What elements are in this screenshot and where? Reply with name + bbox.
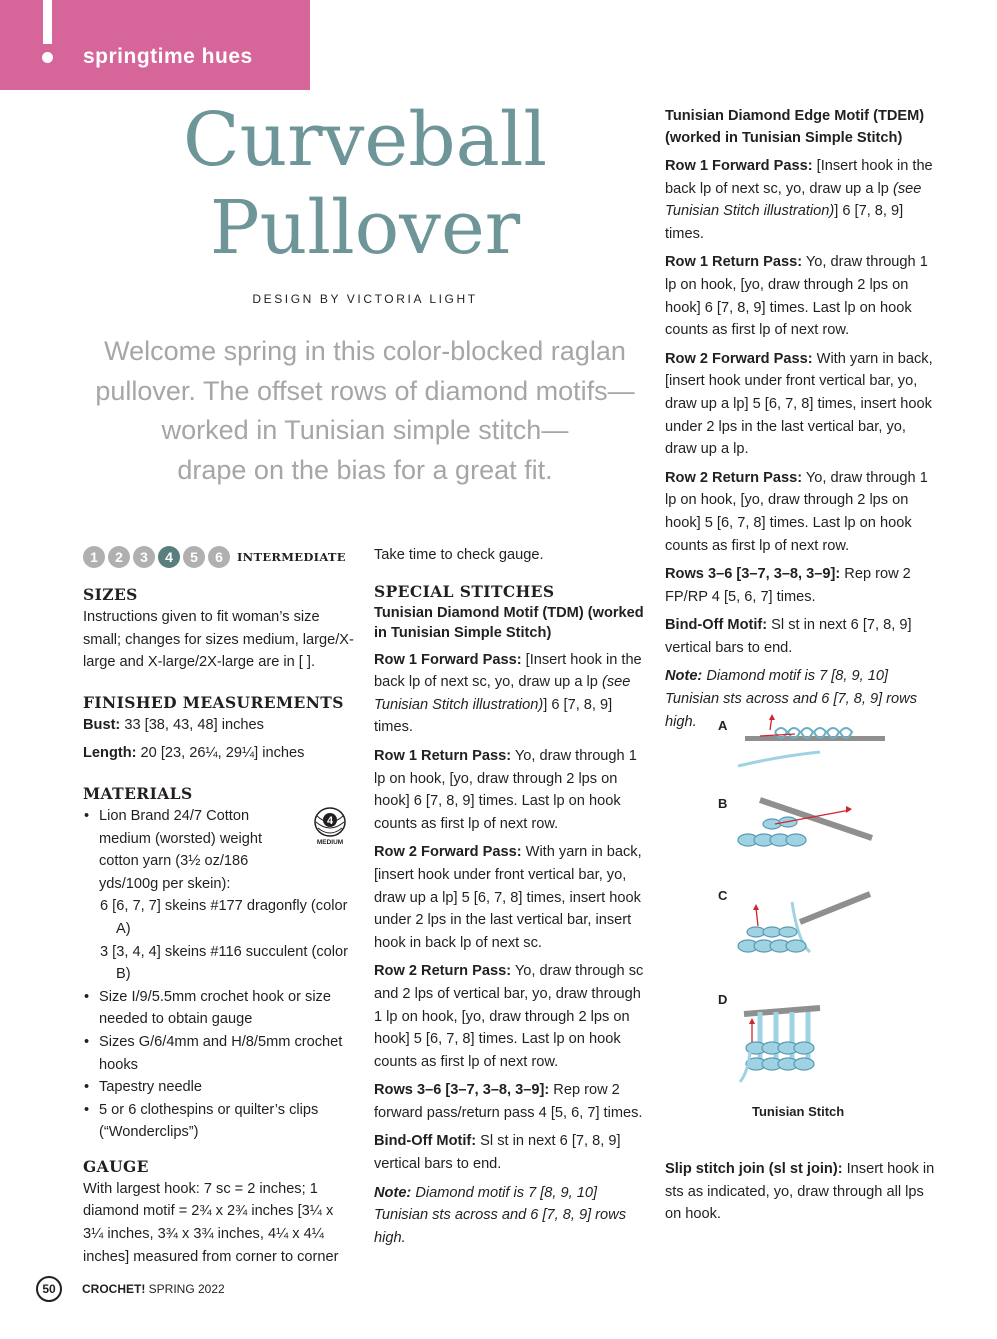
row-ref: (see Tunisian Stitch illustration) <box>665 180 922 220</box>
length-value: 20 [23, 26¼, 29¼] inches <box>136 745 305 762</box>
exclamation-dot-icon <box>42 52 53 63</box>
page-number: 50 <box>36 1276 62 1302</box>
bust-value: 33 [38, 43, 48] inches <box>120 716 264 733</box>
materials-heading: MATERIALS <box>83 783 193 803</box>
materials-item: • Lion Brand 24/7 Cotton medium (worsted) weight cotton yarn (3½ oz/186 yds/100g per skein): <box>83 805 355 895</box>
row-text: Yo, draw through 1 lp on hook, [yo, draw through 2 lps on hook] 6 [7, 8, 9] times. Last lp on hook counts as first lp of next row. <box>665 254 928 339</box>
skill-level-label: INTERMEDIATE <box>237 549 346 564</box>
length-line <box>83 742 355 765</box>
skill-level-3-icon: 3 <box>133 546 155 568</box>
row-label: Row 2 Forward Pass: <box>665 350 813 367</box>
illustration-caption: Tunisian Stitch <box>752 1104 845 1119</box>
yarn-weight-label: MEDIUM <box>316 839 344 846</box>
deck <box>90 332 640 490</box>
row-text: Yo, draw through sc and 2 lps of vertical bar, yo, draw through 1 lp on hook, [yo, draw through 2 lps on hook] 5 [6, 7, 8] times. Last lp on hook counts as first lp of next row. <box>374 963 644 1070</box>
exclamation-icon <box>43 0 52 44</box>
materials-subitem: 6 [6, 7, 7] skeins #177 dragonfly (color A) <box>100 898 348 937</box>
skill-level-4-icon: 4 <box>158 546 180 568</box>
deck-line: pullover. The offset rows of diamond motifs— <box>95 375 635 406</box>
gauge-heading: GAUGE <box>83 1156 149 1176</box>
row-text: Yo, draw through 1 lp on hook, [yo, draw through 2 lps on hook] 5 [6, 7, 8] times. Last lp on hook counts as first lp of next row. <box>665 469 928 554</box>
skill-level-5-icon: 5 <box>183 546 205 568</box>
materials-item: • 5 or 6 clothespins or quilter’s clips (“Wonderclips”) <box>83 1099 355 1144</box>
magazine-name: CROCHET! <box>82 1282 146 1296</box>
row-text: ] 6 [7, 8, 9] times. <box>374 696 613 736</box>
note-text: Diamond motif is 7 [8, 9, 10] Tunisian sts across and 6 [7, 8, 9] rows high. <box>665 668 917 730</box>
materials-list <box>83 805 355 1144</box>
row-text: [Insert hook in the back lp of next sc, yo, draw up a lp <box>374 651 642 691</box>
deck-line: drape on the bias for a great fit. <box>177 454 553 485</box>
section-label: springtime hues <box>83 45 253 68</box>
tdem-row2-return <box>665 467 935 557</box>
special-stitches-heading: SPECIAL STITCHES <box>374 581 555 601</box>
row-label: Rows 3–6 [3–7, 3–8, 3–9]: <box>374 1082 550 1099</box>
title-line-1: Curveball <box>182 97 548 183</box>
stitch-diagram-b <box>738 800 872 846</box>
stitch-diagram-a <box>738 714 885 766</box>
row-label: Row 2 Return Pass: <box>665 469 803 486</box>
section-banner <box>0 0 310 90</box>
row-text: Sl st in next 6 [7, 8, 9] vertical bars to end. <box>374 1133 621 1173</box>
row-text: Rep row 2 FP/RP 4 [5, 6, 7] times. <box>665 566 911 605</box>
row-text: With yarn in back, [insert hook under front vertical bar, yo, draw up a lp] 5 [6, 7, 8] times, insert hook under 2 lps in the last vertical bar, yo, draw up a lp. <box>665 350 933 458</box>
deck-line: worked in Tunisian simple stitch— <box>161 415 569 445</box>
tdm-bind-off <box>374 1130 650 1175</box>
row-label: Bind-Off Motif: <box>665 617 768 634</box>
slj-text: Insert hook in sts as indicated, yo, draw through all lps on hook. <box>665 1161 935 1223</box>
stitch-diagrams <box>700 712 900 1102</box>
row-text: [Insert hook in the back lp of next sc, yo, draw up a lp <box>665 158 933 197</box>
tdem-bind-off <box>665 614 935 659</box>
yarn-weight-number: 4 <box>326 815 334 827</box>
materials-item: • Sizes G/6/4mm and H/8/5mm crochet hooks <box>83 1031 355 1076</box>
slj-label: Slip stitch join (sl st join): <box>665 1161 843 1177</box>
row-text: Sl st in next 6 [7, 8, 9] vertical bars to end. <box>665 617 912 656</box>
tdm-row2-return <box>374 960 650 1073</box>
illus-label-d: D <box>718 992 728 1007</box>
row-label: Bind-Off Motif: <box>374 1133 477 1150</box>
page-footer <box>36 1276 225 1302</box>
bust-line <box>83 714 355 737</box>
note-label: Note: <box>374 1184 412 1201</box>
tdm-row1-forward <box>374 649 650 739</box>
gauge-check: Take time to check gauge. <box>374 547 544 563</box>
tdem-rows-3-6 <box>665 563 935 608</box>
row-label: Row 2 Return Pass: <box>374 963 512 980</box>
bust-label: Bust: <box>83 716 121 733</box>
title-line-2: Pullover <box>209 185 521 271</box>
skill-level-6-icon: 6 <box>208 546 230 568</box>
row-label: Row 2 Forward Pass: <box>374 844 522 861</box>
row-label: Row 1 Forward Pass: <box>665 158 813 174</box>
row-label: Row 1 Return Pass: <box>374 747 512 764</box>
materials-item: • Size I/9/5.5mm crochet hook or size needed to obtain gauge <box>83 986 355 1031</box>
deck-line: Welcome spring in this color-blocked raglan <box>104 336 626 366</box>
tdem-row1-return <box>665 251 935 341</box>
issue-label: SPRING 2022 <box>145 1282 225 1296</box>
tdm-row2-forward <box>374 841 650 954</box>
materials-item: • Tapestry needle <box>83 1076 355 1099</box>
row-text: ] 6 [7, 8, 9] times. <box>665 203 904 242</box>
row-label: Row 1 Return Pass: <box>665 254 803 271</box>
row-label: Rows 3–6 [3–7, 3–8, 3–9]: <box>665 566 841 583</box>
row-label: Row 1 Forward Pass: <box>374 651 522 668</box>
tdem-row2-forward <box>665 348 935 461</box>
slip-stitch-join <box>665 1158 935 1232</box>
illus-label-c: C <box>718 888 728 903</box>
row-ref: (see Tunisian Stitch illustration) <box>374 674 631 713</box>
row-text: With yarn in back, [insert hook under front vertical bar, yo, draw up a lp] 5 [6, 7, 8] times, insert hook under 2 lps in the last vertical bar, insert hook in back lp of next sc. <box>374 844 642 951</box>
illus-label-a: A <box>718 718 728 733</box>
stitch-diagram-d <box>740 1008 820 1082</box>
column-3 <box>665 105 935 739</box>
tdm-subheading: Tunisian Diamond Motif (TDM) (worked in Tunisian Simple Stitch) <box>374 604 644 641</box>
note-label: Note: <box>665 668 703 685</box>
tdem-row1-forward <box>665 155 935 245</box>
column-2 <box>374 544 650 1255</box>
sizes-text: Instructions given to fit woman’s size small; changes for sizes medium, large/X-large and X-large/2X-large are in [ ]. <box>83 609 354 671</box>
materials-subitem: 3 [3, 4, 4] skeins #116 succulent (color B) <box>100 943 348 983</box>
tunisian-stitch-illustration <box>700 712 900 1132</box>
length-label: Length: <box>83 745 137 762</box>
sizes-heading: SIZES <box>83 585 138 604</box>
tdem-subheading: Tunisian Diamond Edge Motif (TDEM) (worked in Tunisian Simple Stitch) <box>665 108 925 146</box>
stitch-diagram-c <box>738 894 870 952</box>
gauge-text: With largest hook: 7 sc = 2 inches; 1 diamond motif = 2¾ x 2¾ inches [3¼ x 3¼ inches, 3¾ x 3¾ inches, 4¼ x 4¼ inches] measured from corner to corner <box>83 1180 339 1265</box>
tdm-note <box>374 1182 650 1250</box>
row-text: Yo, draw through 1 lp on hook, [yo, draw through 2 lps on hook] 6 [7, 8, 9] times. Last lp on hook counts as first lp of next row. <box>374 747 637 832</box>
skill-level-1-icon: 1 <box>83 546 105 568</box>
yarn-weight-icon <box>312 806 348 846</box>
finished-heading: FINISHED MEASUREMENTS <box>83 692 344 712</box>
tdm-row1-return <box>374 745 650 835</box>
skill-level-2-icon: 2 <box>108 546 130 568</box>
byline: DESIGN BY VICTORIA LIGHT <box>252 292 478 306</box>
illus-label-b: B <box>718 796 728 811</box>
skill-level <box>83 544 355 570</box>
row-text: Rep row 2 forward pass/return pass 4 [5, 6, 7] times. <box>374 1082 643 1121</box>
tdm-rows-3-6 <box>374 1079 650 1124</box>
note-text: Diamond motif is 7 [8, 9, 10] Tunisian sts across and 6 [7, 8, 9] rows high. <box>374 1184 626 1246</box>
column-1 <box>83 544 355 1274</box>
